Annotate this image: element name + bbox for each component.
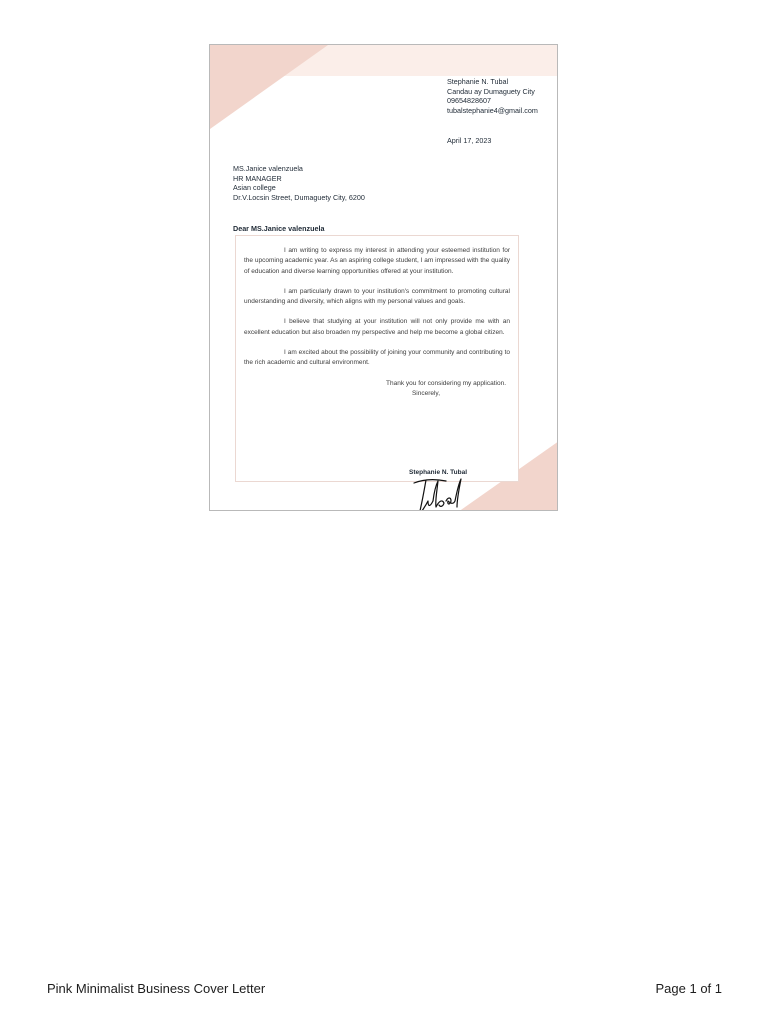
sender-phone: 09654828607: [447, 96, 491, 106]
sender-email: tubalstephanie4@gmail.com: [447, 105, 538, 115]
sender-address: Candau ay Dumaguety City: [447, 86, 535, 96]
recipient-title: HR MANAGER: [233, 173, 282, 183]
signature-name: Stephanie N. Tubal: [409, 469, 468, 476]
closing-block: [244, 379, 506, 400]
body-paragraph-1: I am writing to express my interest in attending your esteemed institution for the upcoming academic year. As an aspiring college student, I am impressed with the quality of education and diverse learning opportunities offered at your institution.: [244, 247, 510, 275]
body-paragraph-4: I am excited about the possibility of joining your community and contributing to the rich academic and cultural environment.: [244, 349, 510, 367]
recipient-organization: Asian college: [233, 183, 276, 192]
recipient-name: MS.Janice valenzuela: [233, 164, 303, 173]
sender-block: [447, 77, 538, 115]
page-indicator: Page 1 of 1: [655, 981, 722, 996]
body-paragraph-2: I am particularly drawn to your institution's commitment to promoting cultural understanding and diversity, which aligns with my personal values and goals.: [244, 287, 510, 306]
letter-date: April 17, 2023: [447, 136, 492, 145]
closing-word: Sincerely,: [411, 389, 440, 397]
document-title: Pink Minimalist Business Cover Letter: [47, 981, 266, 996]
letter-body: [235, 235, 519, 482]
letter-page: [209, 44, 558, 511]
handwritten-signature: [410, 477, 480, 511]
salutation: Dear MS.Janice valenzuela: [233, 224, 325, 233]
closing-thanks: Thank you for considering my application.: [386, 379, 506, 387]
recipient-block: [233, 164, 365, 202]
body-paragraph-3: I believe that studying at your institution will not only provide me with an excellent education but also broaden my perspective and help me become a global citizen.: [244, 318, 510, 336]
recipient-address: Dr.V.Locsin Street, Dumaguety City, 6200: [233, 192, 365, 202]
sender-name: Stephanie N. Tubal: [447, 77, 509, 86]
top-left-triangle: [210, 45, 328, 129]
